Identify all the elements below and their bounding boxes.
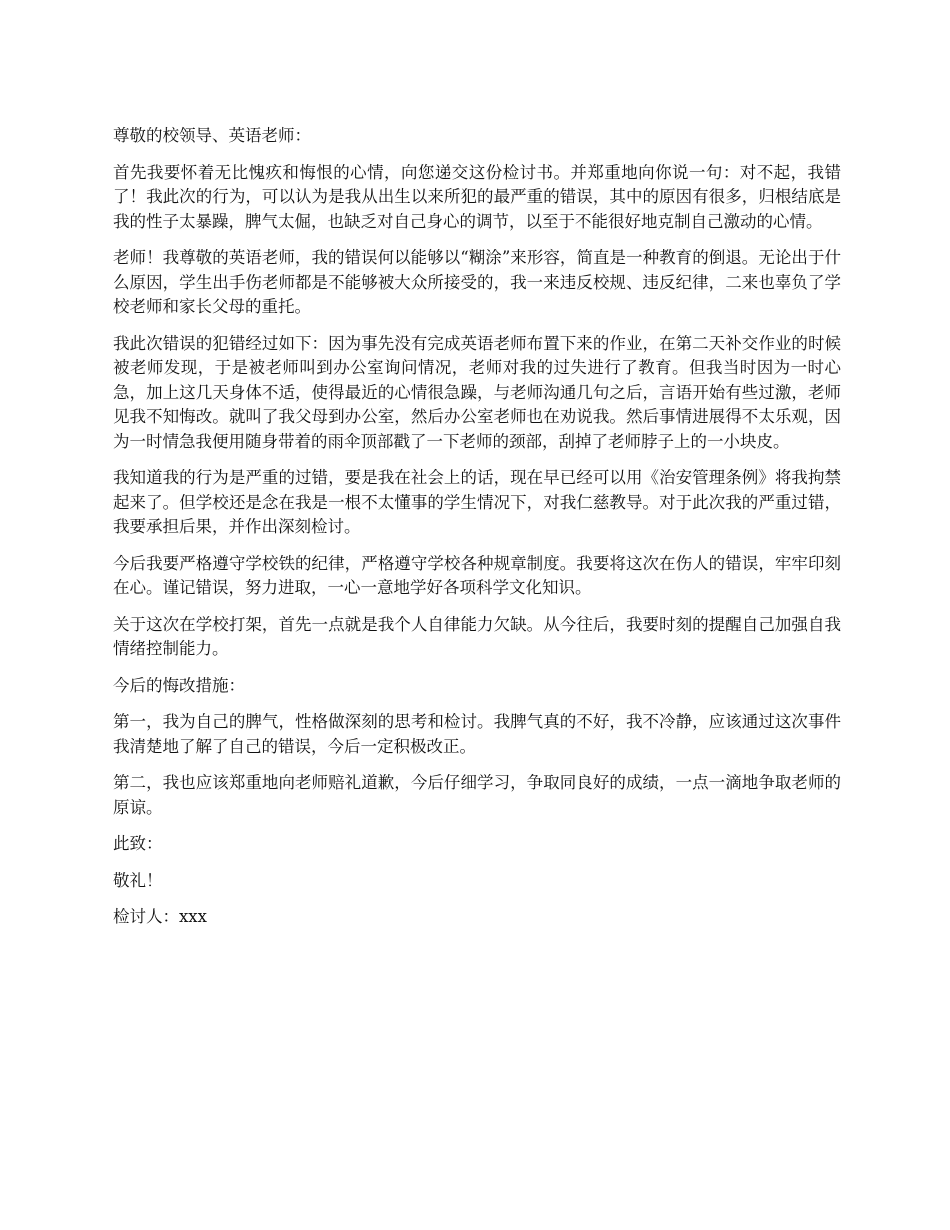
- paragraph-self-control: 关于这次在学校打架，首先一点就是我个人自律能力欠缺。从今往后，我要时刻的提醒自己加强自我情绪控制能力。: [113, 614, 841, 658]
- paragraph-discipline: 今后我要严格遵守学校铁的纪律，严格遵守学校各种规章制度。我要将这次在伤人的错误，牢牢印刻在心。谨记错误，努力进取，一心一意地学好各项科学文化知识。: [113, 553, 841, 597]
- closing: 此致：: [113, 834, 163, 853]
- paragraph-incident: 我此次错误的犯错经过如下：因为事先没有完成英语老师布置下来的作业，在第二天补交作业的时候被老师发现，于是被老师叫到办公室询问情况，老师对我的过失进行了教育。但我当时因为一时心急，加上这几天身体不适，使得最近的心情很急躁，与老师沟通几句之后，言语开始有些过激，老师见我不知悔改。就叫了我父母到办公室，然后办公室老师也在劝说我。然后事情进展得不太乐观，因为一时情急我便用随身带着的雨伞顶部戳了一下老师的颈部，刮掉了老师脖子上的一小块皮。: [113, 333, 841, 451]
- paragraph-respect: 老师！我尊敬的英语老师，我的错误何以能够以“糊涂”来形容，简直是一种教育的倒退。无论出于什么原因，学生出手伤老师都是不能够被大众所接受的，我一来违反校规、违反纪律，二来也辜负了学校老师和家长父母的重托。: [113, 248, 841, 316]
- signature: 检讨人：xxx: [113, 907, 207, 926]
- paragraph-measure-two: 第二，我也应该郑重地向老师赔礼道歉，今后仔细学习，争取同良好的成绩，一点一滴地争取老师的原谅。: [113, 773, 841, 817]
- paragraph-measures-heading: 今后的悔改措施：: [113, 675, 245, 695]
- document-body: [113, 124, 841, 942]
- paragraph-apology: 首先我要怀着无比愧疚和悔恨的心情，向您递交这份检讨书。并郑重地向你说一句：对不起，我错了！我此次的行为，可以认为是我从出生以来所犯的最严重的错误，其中的原因有很多，归根结底是我的性子太暴躁，脾气太倔，也缺乏对自己身心的调节，以至于不能很好地克制自己激动的心情。: [113, 162, 841, 231]
- paragraph-measure-one: 第一，我为自己的脾气，性格做深刻的思考和检讨。我脾气真的不好，我不冷静，应该通过这次事件我清楚地了解了自己的错误，今后一定积极改正。: [113, 712, 841, 756]
- paragraph-consequence: 我知道我的行为是严重的过错，要是我在社会上的话，现在早已经可以用《治安管理条例》将我拘禁起来了。但学校还是念在我是一根不太懂事的学生情况下，对我仁慈教导。对于此次我的严重过错，我要承担后果，并作出深刻检讨。: [113, 468, 841, 536]
- salutation: 尊敬的校领导、英语老师：: [113, 126, 311, 145]
- regards: 敬礼！: [113, 870, 163, 890]
